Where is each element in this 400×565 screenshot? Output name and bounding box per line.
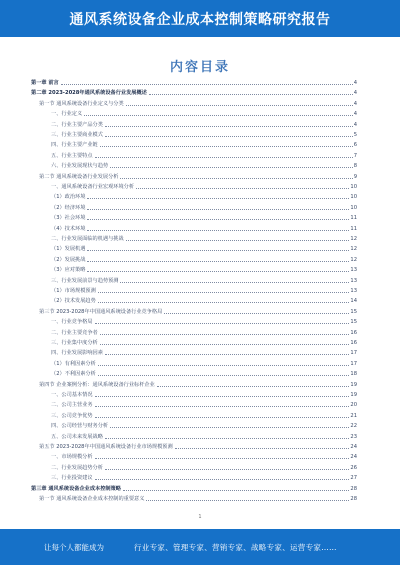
toc-entry-page: 4 [353, 100, 357, 107]
report-title: 通风系统设备企业成本控制策略研究报告 [69, 11, 331, 28]
toc-dot-leader [87, 261, 349, 262]
toc-entry[interactable] [31, 79, 357, 87]
toc-entry-label: 二、行业主要竞争者 [51, 329, 98, 336]
toc-entry[interactable] [31, 318, 357, 326]
toc-entry[interactable] [31, 453, 357, 461]
toc-entry[interactable] [31, 412, 357, 420]
footer-slogan: 让每个人都能成为 [44, 542, 104, 552]
toc-entry-page: 13 [350, 288, 357, 294]
toc-entry-label: 五、公司未来发展战略 [51, 433, 103, 440]
toc-entry-label: （2）技术发展趋势 [51, 298, 96, 305]
toc-dot-leader [136, 188, 349, 189]
toc-entry[interactable] [31, 89, 357, 97]
table-of-contents [31, 79, 357, 509]
toc-entry-page: 28 [350, 485, 357, 492]
toc-entry[interactable] [31, 100, 357, 108]
toc-entry-label: 五、行业主要特点 [51, 152, 93, 159]
toc-entry-page: 5 [353, 132, 357, 138]
toc-dot-leader [95, 396, 350, 397]
toc-dot-leader [126, 105, 353, 106]
toc-entry[interactable] [31, 308, 357, 316]
toc-entry-label: 四、行业发展影响因素 [51, 350, 103, 357]
toc-dot-leader [98, 292, 350, 293]
toc-entry[interactable] [31, 287, 357, 295]
toc-entry-label: （1）有利因素分析 [51, 360, 96, 367]
toc-dot-leader [123, 490, 349, 491]
toc-entry[interactable] [31, 131, 357, 139]
toc-entry-label: 第三节 2023-2028年中国通风系统设备行业竞争格局 [39, 308, 163, 315]
toc-entry-page: 14 [350, 298, 357, 305]
toc-entry-label: 一、公司基本情况 [51, 392, 93, 398]
toc-entry-label: 第二节 通风系统设备行业发展分析 [39, 173, 119, 180]
toc-entry-label: 一、通风系统设备行业宏观环境分析 [51, 184, 135, 190]
toc-entry-page: 19 [350, 381, 357, 388]
report-header-banner [0, 0, 400, 37]
toc-dot-leader [120, 178, 352, 179]
toc-entry[interactable] [31, 443, 357, 451]
toc-entry[interactable] [31, 433, 357, 441]
toc-dot-leader [61, 84, 353, 85]
toc-entry-page: 27 [350, 475, 357, 482]
toc-entry-page: 16 [350, 340, 357, 346]
toc-entry[interactable] [31, 297, 357, 305]
toc-entry-label: 第二章 2023-2028年通风系统设备行业发展概述 [31, 90, 147, 97]
toc-entry[interactable] [31, 152, 357, 160]
toc-entry[interactable] [31, 235, 357, 243]
toc-entry[interactable] [31, 214, 357, 222]
toc-entry-page: 22 [350, 423, 357, 430]
toc-dot-leader [84, 115, 353, 116]
toc-dot-leader [149, 94, 353, 95]
toc-entry-page: 20 [350, 402, 357, 409]
toc-entry-label: 三、公司竞争优势 [51, 412, 93, 419]
toc-entry[interactable] [31, 401, 357, 409]
toc-entry-label: 第一节 通风系统设备企业成本控制的重要意义 [39, 496, 145, 502]
toc-dot-leader [100, 344, 350, 345]
toc-entry-page: 10 [350, 204, 357, 211]
toc-entry[interactable] [31, 193, 357, 201]
toc-dot-leader [105, 469, 350, 470]
toc-entry-label: 三、行业投资建议 [51, 475, 93, 482]
toc-entry[interactable] [31, 495, 357, 503]
toc-dot-leader [120, 282, 349, 283]
toc-dot-leader [146, 500, 349, 501]
toc-heading: 内容目录 [169, 60, 230, 75]
toc-entry-page: 11 [350, 215, 357, 222]
toc-dot-leader [98, 375, 350, 376]
toc-entry[interactable] [31, 474, 357, 482]
toc-entry-label: （1）发展机遇 [51, 246, 86, 253]
toc-dot-leader [105, 136, 353, 137]
toc-entry-page: 19 [350, 392, 357, 398]
toc-entry-label: 第五节 2023-2028年中国通风系统设备行业市场规模预测 [39, 444, 173, 450]
toc-entry-page: 23 [350, 433, 357, 440]
toc-dot-leader [87, 209, 349, 210]
toc-entry-label: （2）不利因素分析 [51, 371, 96, 378]
toc-entry[interactable] [31, 339, 357, 347]
toc-dot-leader [95, 406, 350, 407]
toc-entry-page: 16 [350, 329, 357, 336]
toc-dot-leader [87, 271, 349, 272]
toc-entry[interactable] [31, 485, 357, 493]
toc-dot-leader [164, 313, 349, 314]
toc-entry-page: 15 [350, 319, 357, 326]
toc-dot-leader [87, 250, 349, 251]
toc-entry-page: 10 [350, 194, 357, 201]
toc-entry-page: 17 [350, 360, 357, 367]
toc-entry-label: （1）政治环境 [51, 194, 86, 201]
toc-entry-label: 一、行业竞争格局 [51, 319, 93, 326]
toc-entry-label: （3）社会环境 [51, 215, 86, 222]
toc-dot-leader [100, 334, 350, 335]
toc-entry[interactable] [31, 162, 357, 170]
toc-dot-leader [100, 146, 353, 147]
toc-entry[interactable] [31, 391, 357, 399]
toc-entry-page: 4 [353, 90, 357, 97]
toc-entry[interactable] [31, 245, 357, 253]
toc-dot-leader [105, 126, 353, 127]
toc-entry[interactable] [31, 225, 357, 233]
toc-entry-label: （2）经济环境 [51, 204, 86, 211]
toc-dot-leader [87, 230, 349, 231]
toc-entry-page: 4 [353, 121, 357, 128]
toc-entry-page: 24 [350, 444, 357, 450]
toc-dot-leader [95, 323, 350, 324]
toc-entry-label: 二、公司主营业务 [51, 402, 93, 409]
toc-entry-page: 12 [350, 246, 357, 253]
toc-entry-page: 21 [350, 412, 357, 419]
toc-entry-page: 15 [350, 308, 357, 315]
toc-entry-label: （3）应对策略 [51, 267, 86, 274]
toc-entry-label: （1）市场规模预测 [51, 288, 96, 294]
toc-dot-leader [95, 458, 350, 459]
toc-entry-label: 二、行业主要产品分类 [51, 121, 103, 128]
toc-dot-leader [105, 354, 350, 355]
toc-dot-leader [87, 219, 349, 220]
toc-entry-label: 三、行业主要商业模式 [51, 132, 103, 138]
toc-entry[interactable] [31, 183, 357, 191]
toc-entry[interactable] [31, 277, 357, 285]
toc-entry[interactable] [31, 266, 357, 274]
toc-entry-page: 12 [350, 236, 357, 242]
toc-entry-label: 三、行业集中度分析 [51, 340, 98, 346]
toc-dot-leader [95, 417, 350, 418]
toc-entry[interactable] [31, 422, 357, 430]
toc-entry[interactable] [31, 329, 357, 337]
toc-entry-page: 9 [353, 173, 357, 180]
toc-dot-leader [157, 386, 350, 387]
toc-entry-page: 24 [350, 454, 357, 461]
toc-entry-label: 第四节 企业案例分析：通风系统设备行业标杆企业 [39, 381, 155, 388]
toc-entry-label: 四、行业主要产业链 [51, 142, 98, 149]
toc-entry-label: 一、行业定义 [51, 111, 83, 118]
toc-entry-label: 第一节 通风系统设备行业定义与分类 [39, 100, 124, 107]
toc-dot-leader [98, 365, 350, 366]
toc-dot-leader [110, 427, 349, 428]
toc-entry-page: 7 [353, 152, 357, 159]
toc-entry-page: 8 [353, 163, 357, 170]
toc-entry-page: 18 [350, 371, 357, 378]
toc-entry-page: 10 [350, 184, 357, 190]
toc-entry-label: （2）发展挑战 [51, 256, 86, 263]
toc-entry-page: 13 [350, 267, 357, 274]
toc-entry-label: 一、市场规模分析 [51, 454, 93, 461]
page-number: 1 [198, 514, 202, 520]
toc-entry[interactable] [31, 381, 357, 389]
toc-entry[interactable] [31, 360, 357, 368]
toc-entry[interactable] [31, 173, 357, 181]
toc-entry-page: 13 [350, 277, 357, 284]
toc-entry-page: 12 [350, 256, 357, 263]
toc-dot-leader [95, 157, 353, 158]
toc-entry-page: 11 [350, 225, 357, 232]
toc-entry[interactable] [31, 121, 357, 129]
toc-dot-leader [105, 438, 350, 439]
toc-entry-label: 二、行业发展趋势分析 [51, 464, 103, 471]
footer-banner [0, 529, 400, 565]
toc-entry-label: 三、行业发展前景与趋势预测 [51, 277, 119, 284]
toc-entry-label: 二、行业发展面临的机遇与挑战 [51, 236, 124, 242]
toc-entry[interactable] [31, 204, 357, 212]
toc-entry[interactable] [31, 464, 357, 472]
toc-entry[interactable] [31, 110, 357, 118]
toc-entry[interactable] [31, 256, 357, 264]
toc-dot-leader [87, 198, 349, 199]
toc-entry-label: 四、公司经营与财务分析 [51, 423, 109, 430]
toc-entry-page: 26 [350, 464, 357, 471]
toc-entry-label: 六、行业发展现状与趋势 [51, 163, 109, 170]
toc-entry-label: （4）技术环境 [51, 225, 86, 232]
toc-entry[interactable] [31, 349, 357, 357]
toc-entry-page: 28 [350, 496, 357, 502]
toc-dot-leader [98, 302, 350, 303]
toc-entry-page: 4 [353, 111, 357, 118]
toc-entry[interactable] [31, 370, 357, 378]
toc-entry-label: 第一章 前言 [31, 80, 59, 86]
toc-entry-label: 第三章 通风系统设备企业成本控制策略 [31, 485, 121, 492]
footer-expert-list: 行业专家、管理专家、营销专家、战略专家、运营专家…… [134, 542, 337, 552]
toc-dot-leader [175, 448, 350, 449]
toc-dot-leader [126, 240, 350, 241]
toc-dot-leader [110, 167, 353, 168]
toc-entry-page: 17 [350, 350, 357, 357]
toc-entry-page: 4 [353, 80, 357, 86]
toc-entry-page: 6 [353, 142, 357, 149]
toc-dot-leader [95, 479, 350, 480]
toc-entry[interactable] [31, 141, 357, 149]
